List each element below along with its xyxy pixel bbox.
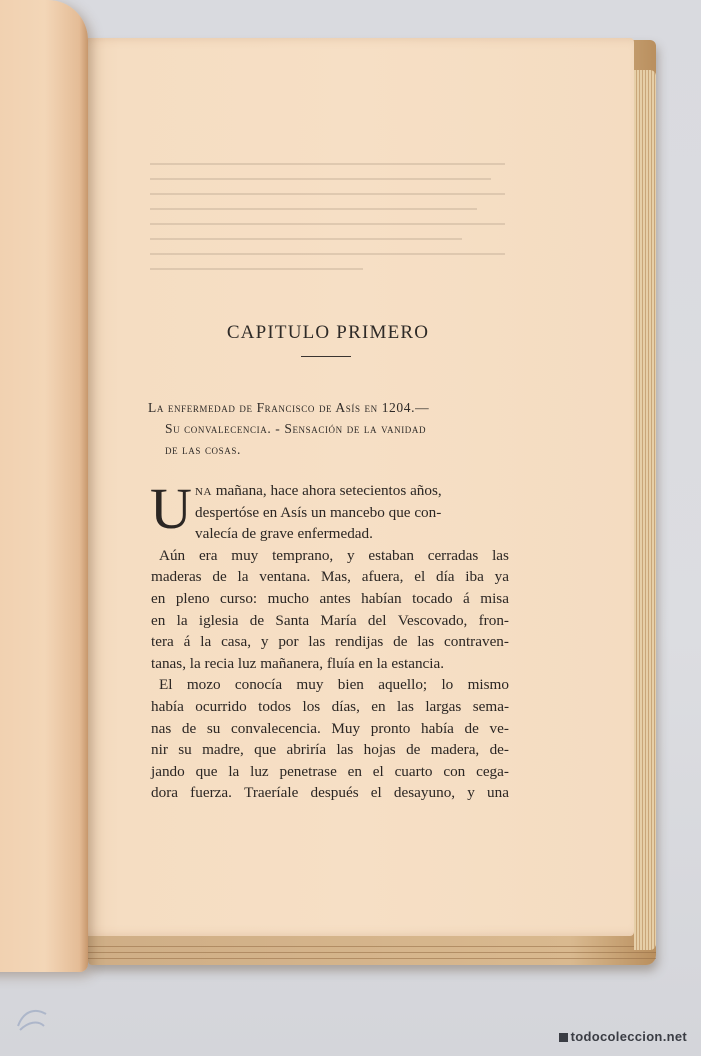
page-edge-line	[88, 952, 656, 953]
stamp-mark	[14, 1004, 50, 1034]
body-line: nir su madre, que abriría las hojas de madera, de-	[151, 741, 509, 759]
body-line: dora fuerza. Traeríale después el desayuno, y una	[151, 784, 509, 802]
body-line	[151, 502, 509, 524]
watermark-text: todocoleccion	[570, 1029, 663, 1044]
summary-line: La enfermedad de Francisco de Asís en 1204.—	[148, 400, 430, 415]
body-line: en la iglesia de Santa María del Vescovado, fron-	[151, 611, 509, 629]
body-line: maderas de la ventana. Mas, afuera, el día iba ya	[151, 568, 509, 586]
page-fore-edge	[634, 70, 656, 950]
drop-cap: U	[150, 476, 192, 541]
page-edge-line	[88, 958, 656, 959]
watermark-logo-icon	[559, 1033, 568, 1042]
body-line-text: mañana, hace ahora setecientos años,	[215, 482, 442, 499]
page-edge-line	[88, 946, 656, 947]
body-text	[150, 476, 509, 804]
left-page	[0, 0, 88, 972]
small-caps-word: na	[195, 482, 212, 499]
summary-line: de las cosas.	[165, 442, 241, 457]
body-line: nas de su convalecencia. Muy pronto había de ve-	[151, 719, 509, 737]
title-rule	[301, 356, 351, 357]
body-line: El mozo conocía muy bien aquello; lo mismo	[159, 676, 509, 694]
body-line	[151, 523, 509, 545]
body-line: tera á la casa, y por las rendijas de las contraven-	[151, 633, 509, 651]
summary-line: Su convalecencia. - Sensación de la vanidad	[165, 421, 427, 436]
watermark	[559, 1029, 687, 1044]
body-line: tanas, la recia luz mañanera, fluía en la estancia.	[151, 654, 445, 672]
body-line: en pleno curso: mucho antes habían tocado á misa	[151, 589, 509, 607]
body-line-text: despertóse en Asís un mancebo que con-	[195, 503, 442, 521]
chapter-title: CAPITULO PRIMERO	[226, 322, 430, 343]
body-line: había ocurrido todos los días, en las largas sema-	[151, 697, 509, 715]
body-line: jando que la luz penetrase en el cuarto con cega-	[151, 762, 509, 780]
body-line: Aún era muy temprano, y estaban cerradas las	[159, 546, 509, 564]
body-line	[151, 480, 509, 502]
body-line-text: valecía de grave enfermedad.	[195, 525, 373, 543]
watermark-suffix: .net	[662, 1029, 687, 1044]
chapter-summary	[148, 397, 508, 460]
